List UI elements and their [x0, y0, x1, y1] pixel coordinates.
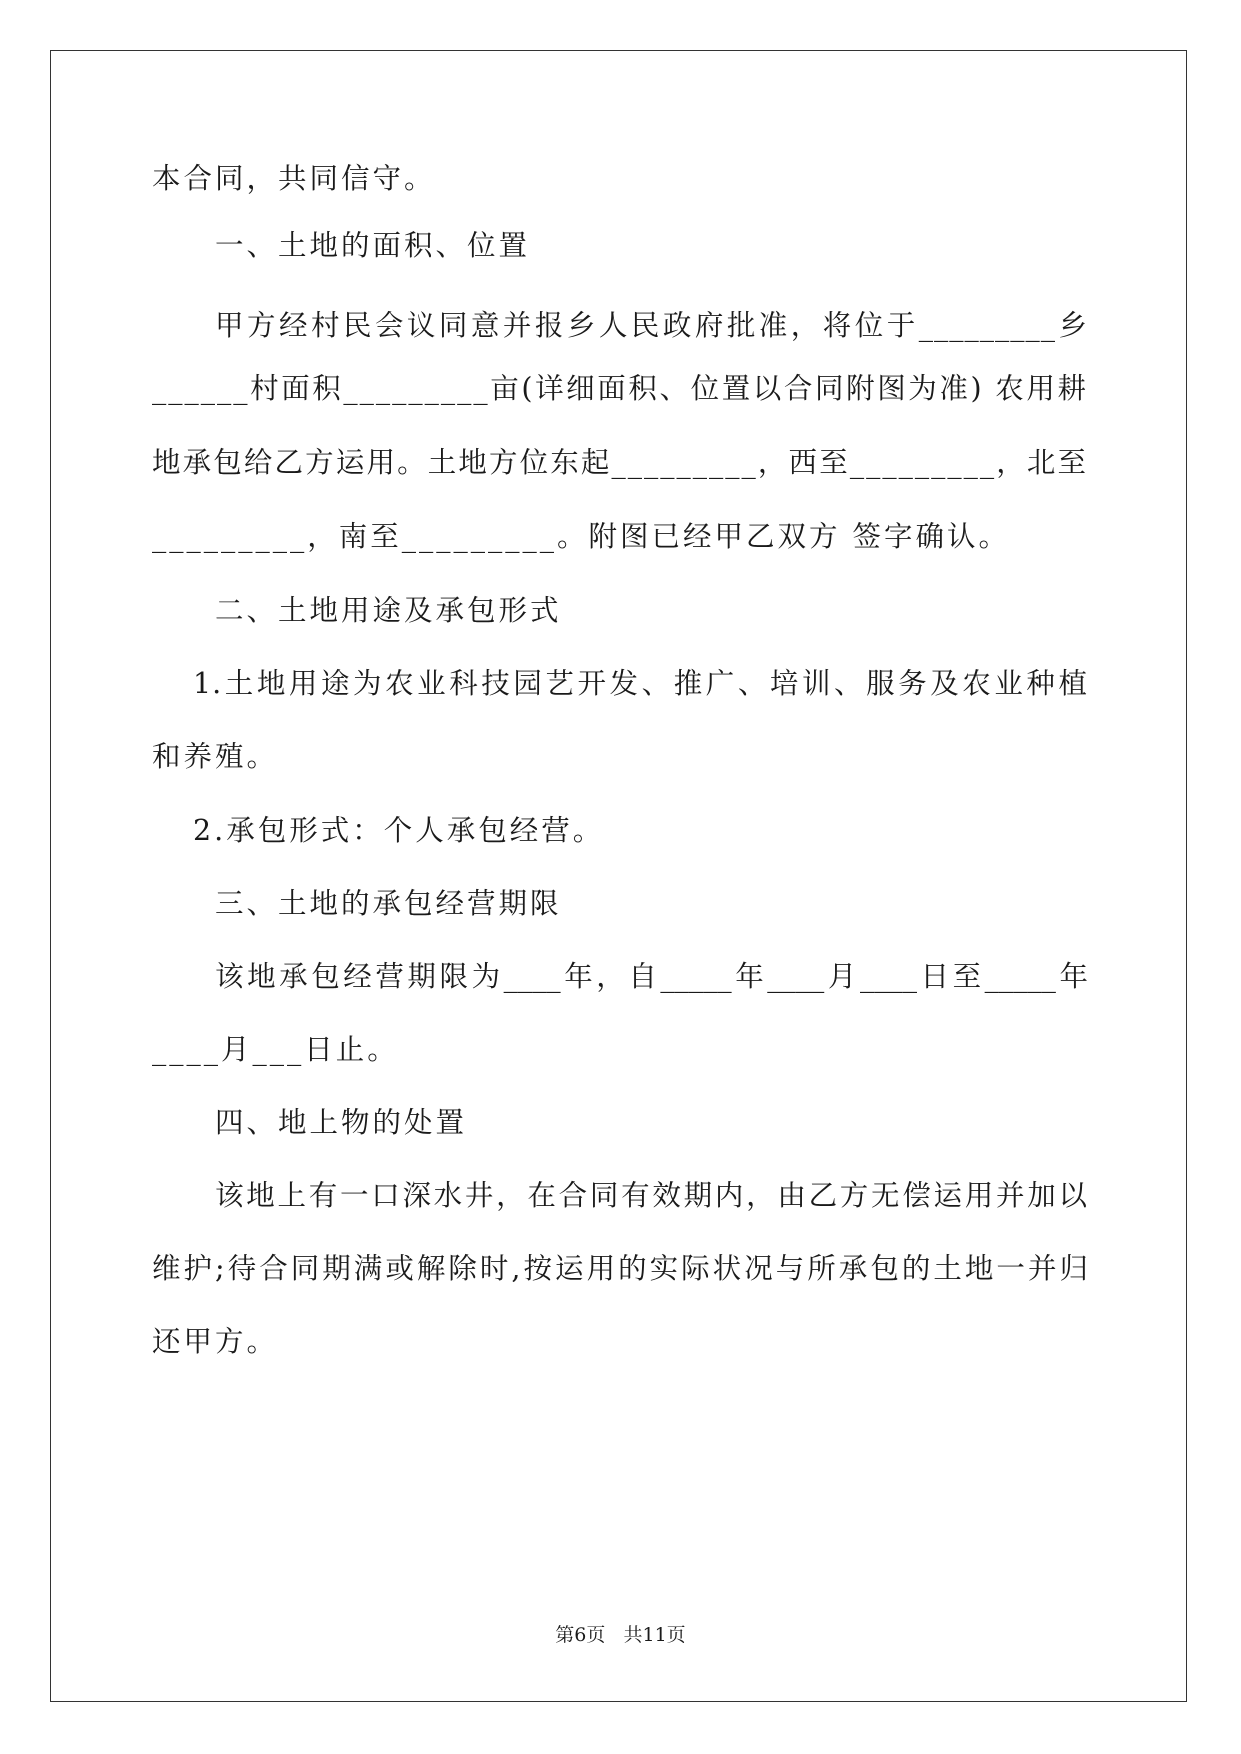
text-line: 本合同，共同信守。 [152, 162, 436, 195]
section-heading: 二、土地用途及承包形式 [215, 594, 562, 627]
text-line: 和养殖。 [152, 740, 279, 773]
text-line: 该地承包经营期限为____年，自_____年____月____日至_____年 [215, 960, 1088, 993]
text-line: 甲方经村民会议同意并报乡人民政府批准，将位于_________乡 [215, 309, 1088, 342]
text-line: _________，南至_________。附图已经甲乙双方 签字确认。 [152, 520, 1011, 553]
text-line: ____月___日止。 [152, 1033, 399, 1066]
page-border [50, 50, 1187, 1702]
text-line: ______村面积_________亩(详细面积、位置以合同附图为准) 农用耕 [152, 372, 1088, 405]
section-heading: 三、土地的承包经营期限 [215, 887, 562, 920]
section-heading: 一、土地的面积、位置 [215, 229, 531, 262]
text-line: 该地上有一口深水井，在合同有效期内，由乙方无偿运用并加以 [215, 1179, 1088, 1212]
text-line: 地承包给乙方运用。土地方位东起_________，西至_________，北至 [152, 446, 1088, 479]
text-line: 1.土地用途为农业科技园艺开发、推广、培训、服务及农业种植 [193, 667, 1088, 700]
section-heading: 四、地上物的处置 [215, 1106, 468, 1139]
page-footer: 第6页 共11页 [555, 1624, 686, 1646]
text-line: 维护;待合同期满或解除时,按运用的实际状况与所承包的土地一并归 [152, 1252, 1088, 1285]
text-line: 2.承包形式：个人承包经营。 [193, 814, 605, 847]
text-line: 还甲方。 [152, 1325, 279, 1358]
